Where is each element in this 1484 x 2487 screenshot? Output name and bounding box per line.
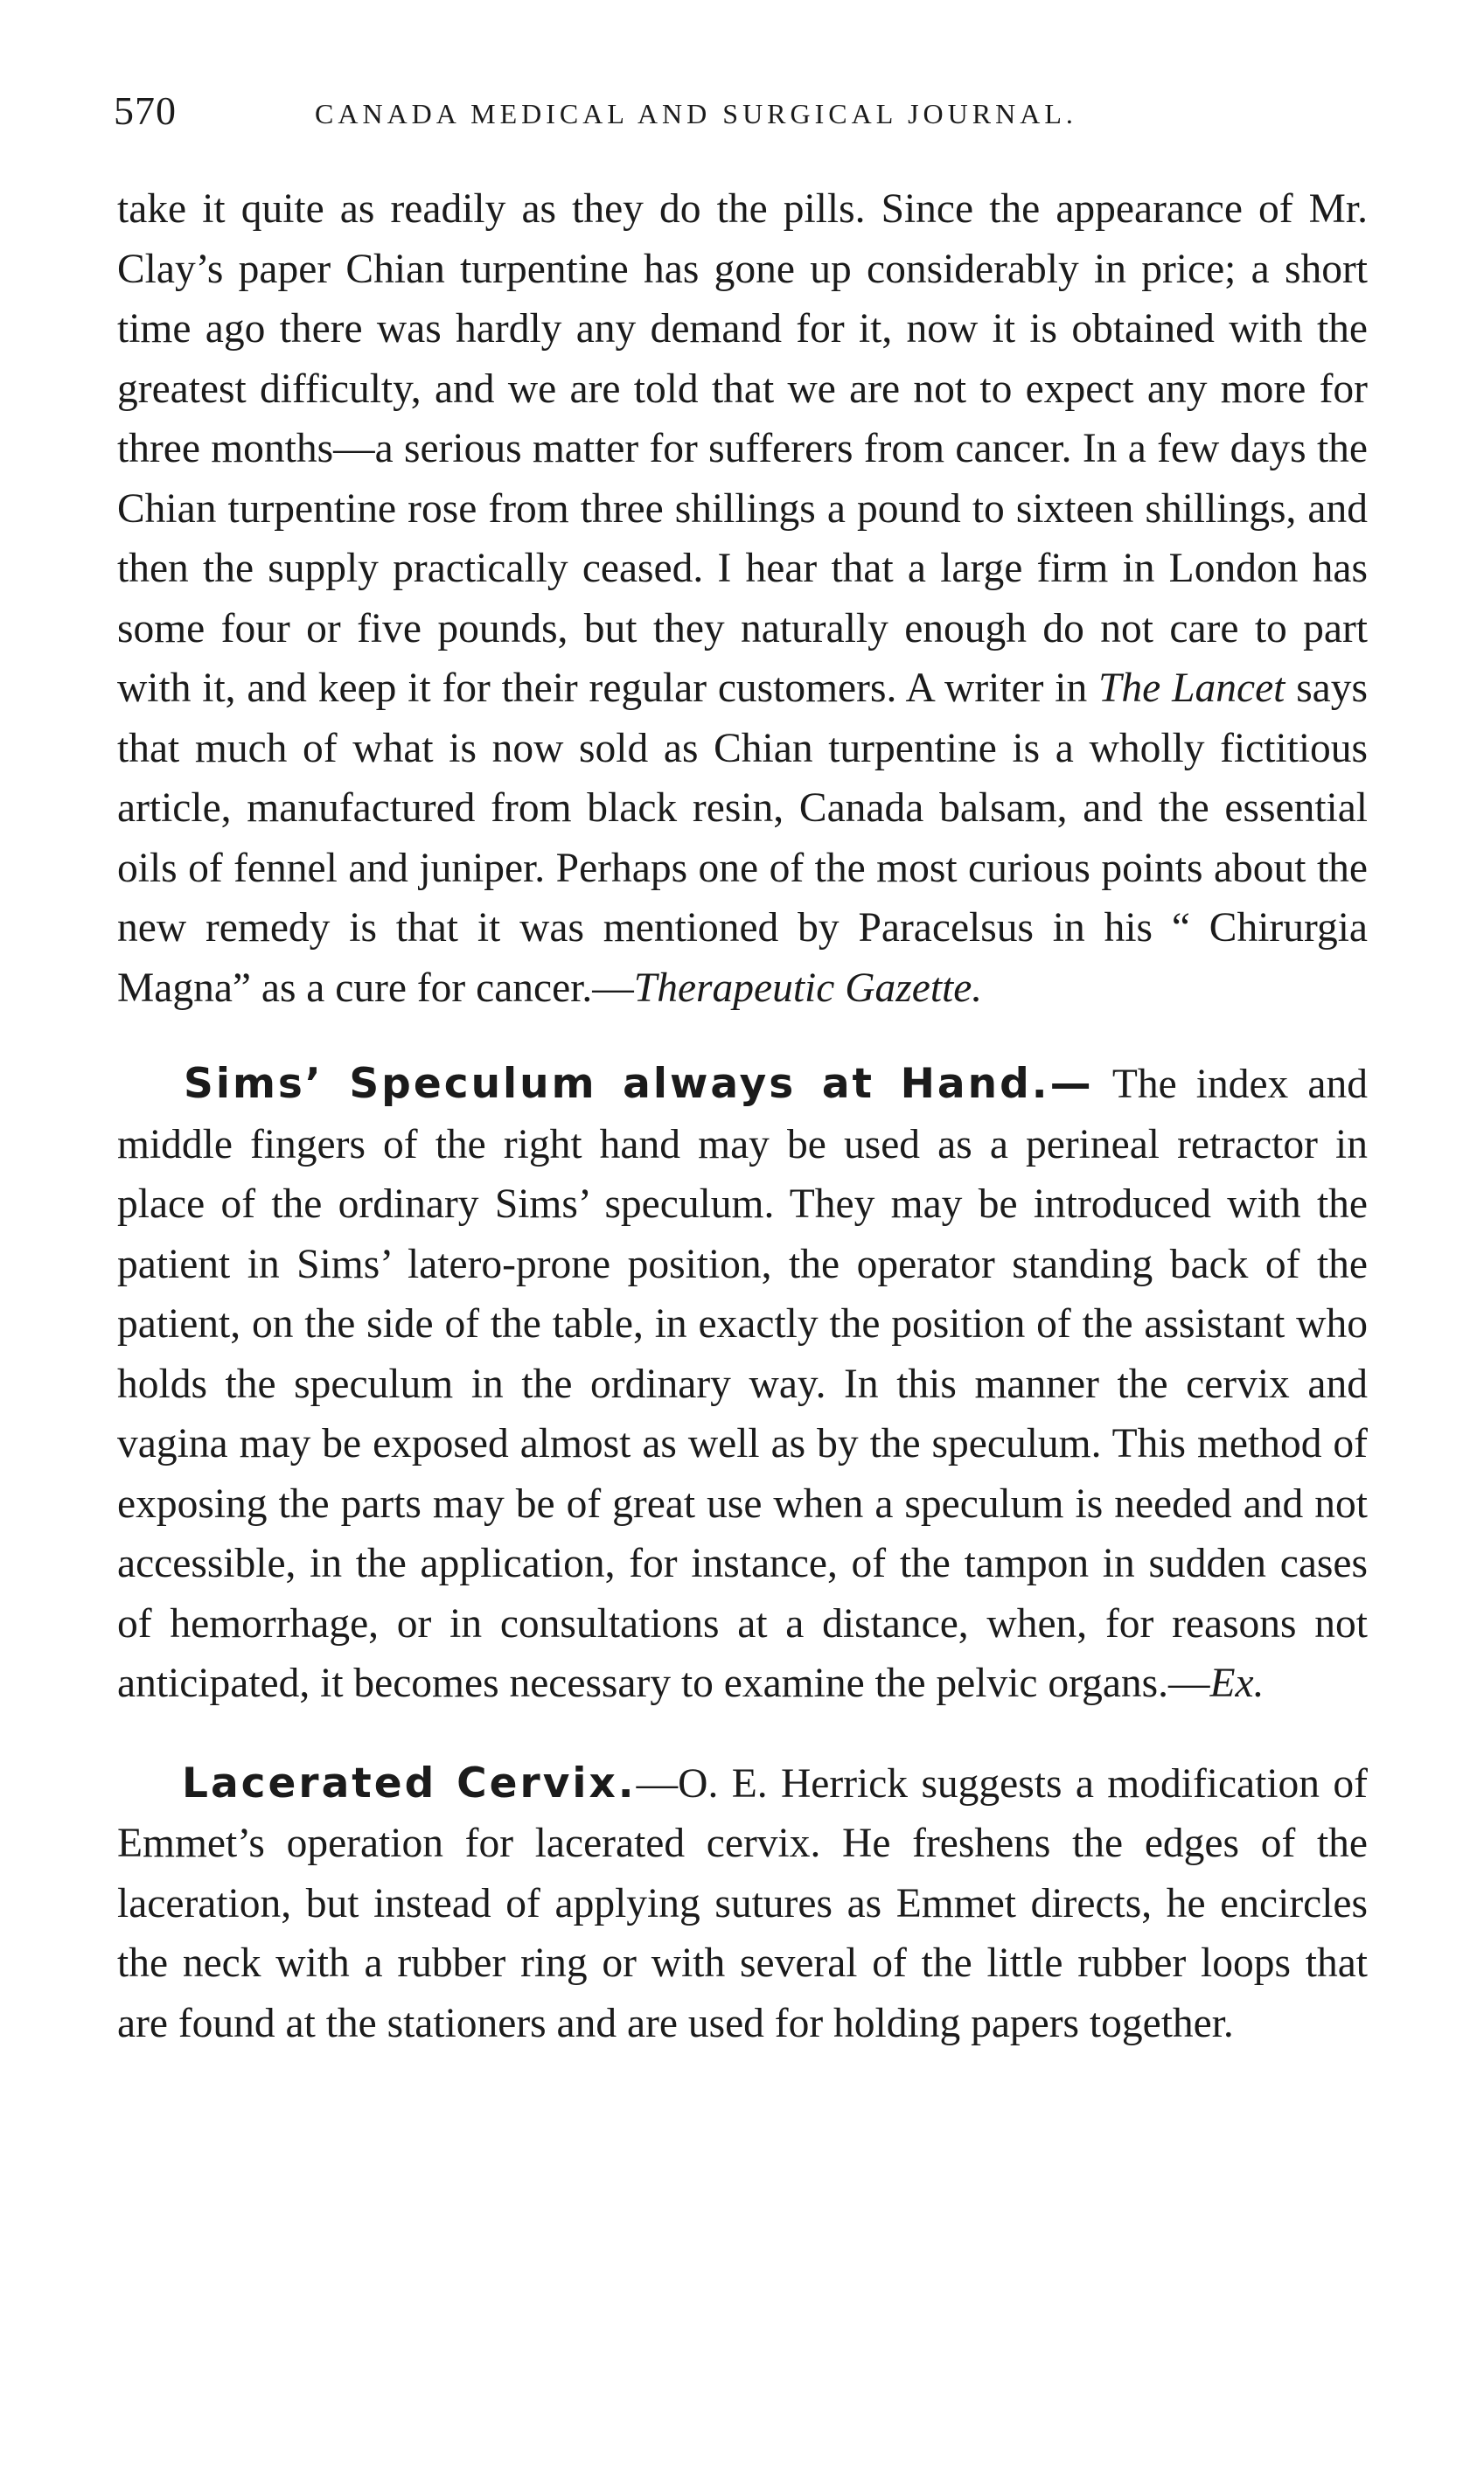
- running-head: [114, 87, 1373, 149]
- source-citation: Therapeutic Gazette.: [633, 965, 983, 1011]
- source-citation: The Lancet: [1098, 665, 1285, 711]
- paragraph-chian-turpentine: [117, 179, 1368, 1018]
- source-citation: Ex.: [1209, 1661, 1265, 1706]
- page-number: 570: [114, 88, 177, 133]
- paragraph-text: —O. E. Herrick suggests a modification of Emmet’s operation for lacerated cervix. He freshens the edges of the laceration, but instead of applying sutures as Emmet directs, he encircles the neck with a rubber ring or with several of the little rubber loops that are found at the stationers and are used for holding papers together.: [117, 1760, 1368, 2046]
- paragraph-text: The index and middle fingers of the right hand may be used as a perineal retractor in place of the ordinary Sims’ speculum. They may be introduced with the patient in Sims’ latero-prone position, the operator standing back of the patient, on the side of the table, in exactly the position of the assistant who holds the speculum in the ordinary way. In this manner the cervix and vagina may be exposed almost as well as by the speculum. This method of exposing the parts may be of great use when a speculum is needed and not accessible, in the application, for instance, of the tampon in sudden cases of hemorrhage, or in consultations at a distance, when, for reasons not anticipated, it becomes necessary to examine the pelvic organs.—: [117, 1062, 1368, 1706]
- paragraph-lacerated-cervix: [117, 1754, 1368, 2054]
- section-heading: Lacerated Cervix.: [182, 1759, 637, 1808]
- journal-title: CANADA MEDICAL AND SURGICAL JOURNAL.: [315, 98, 1077, 129]
- article-body: [117, 179, 1368, 2053]
- paragraph-sims-speculum: [117, 1055, 1368, 1714]
- section-heading: Sims’ Speculum always at Hand.—: [184, 1060, 1094, 1108]
- paragraph-text: says that much of what is now sold as Chian turpentine is a wholly fictitious article, manufactured from black resin, Canada balsam, and the essential oils of fennel and juniper. Perhaps one of the most curious points about the new remedy is that it was mentioned by Paracelsus in his “ Chirurgia Magna” as a cure for cancer.—: [117, 665, 1368, 1011]
- paragraph-text: take it quite as readily as they do the pills. Since the appearance of Mr. Clay’s paper Chian turpentine has gone up considerably in price; a short time ago there was hardly any demand for it, now it is obtained with the greatest difficulty, and we are told that we are not to expect any more for three months—a serious matter for sufferers from cancer. In a few days the Chian turpentine rose from three shillings a pound to sixteen shillings, and then the supply practically ceased. I hear that a large firm in London has some four or five pounds, but they naturally enough do not care to part with it, and keep it for their regular customers. A writer in: [117, 186, 1368, 711]
